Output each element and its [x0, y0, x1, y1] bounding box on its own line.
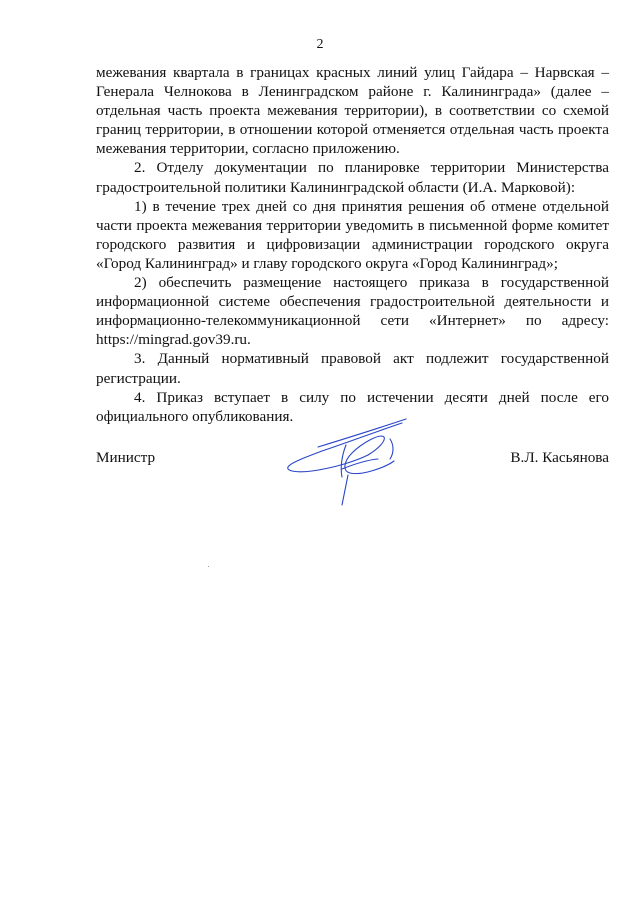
- handwritten-signature: [282, 415, 410, 510]
- paragraph-continuation: межевания квартала в границах красных линий улиц Гайдара – Нарвская – Генерала Челнокова в Ленинградском районе г. Калининграда» (далее – отдельная часть проекта межевания территории), в соответствии со схемой границ территории, в отношении которой отменяется отдельная часть проекта межевания территории, согласно приложению.: [96, 64, 609, 158]
- paragraph-subitem-2: 2) обеспечить размещение настоящего приказа в государственной информационной системе обеспечения градостроительной деятельности и информационно-телекоммуникационной сети «Интернет» по адресу: https://mingrad.gov39.ru.: [96, 274, 609, 349]
- page-number: 2: [316, 37, 324, 52]
- scan-speck: [208, 566, 209, 567]
- paragraph-item-2: 2. Отделу документации по планировке территории Министерства градостроительной политики Калининградской области (И.А. Марковой):: [96, 159, 609, 196]
- paragraph-subitem-1: 1) в течение трех дней со дня принятия решения об отмене отдельной части проекта межевания территории уведомить в письменной форме комитет городского развития и цифровизации администрации городского округа «Город Калининград» и главу городского округа «Город Калининград»;: [96, 197, 609, 272]
- signatory-name: В.Л. Касьянова: [510, 449, 609, 466]
- signatory-role: Министр: [96, 449, 156, 466]
- paragraph-item-4: 4. Приказ вступает в силу по истечении десяти дней после его официального опубликования.: [96, 388, 609, 425]
- document-body: [96, 63, 609, 426]
- paragraph-item-3: 3. Данный нормативный правовой акт подлежит государственной регистрации.: [96, 350, 609, 387]
